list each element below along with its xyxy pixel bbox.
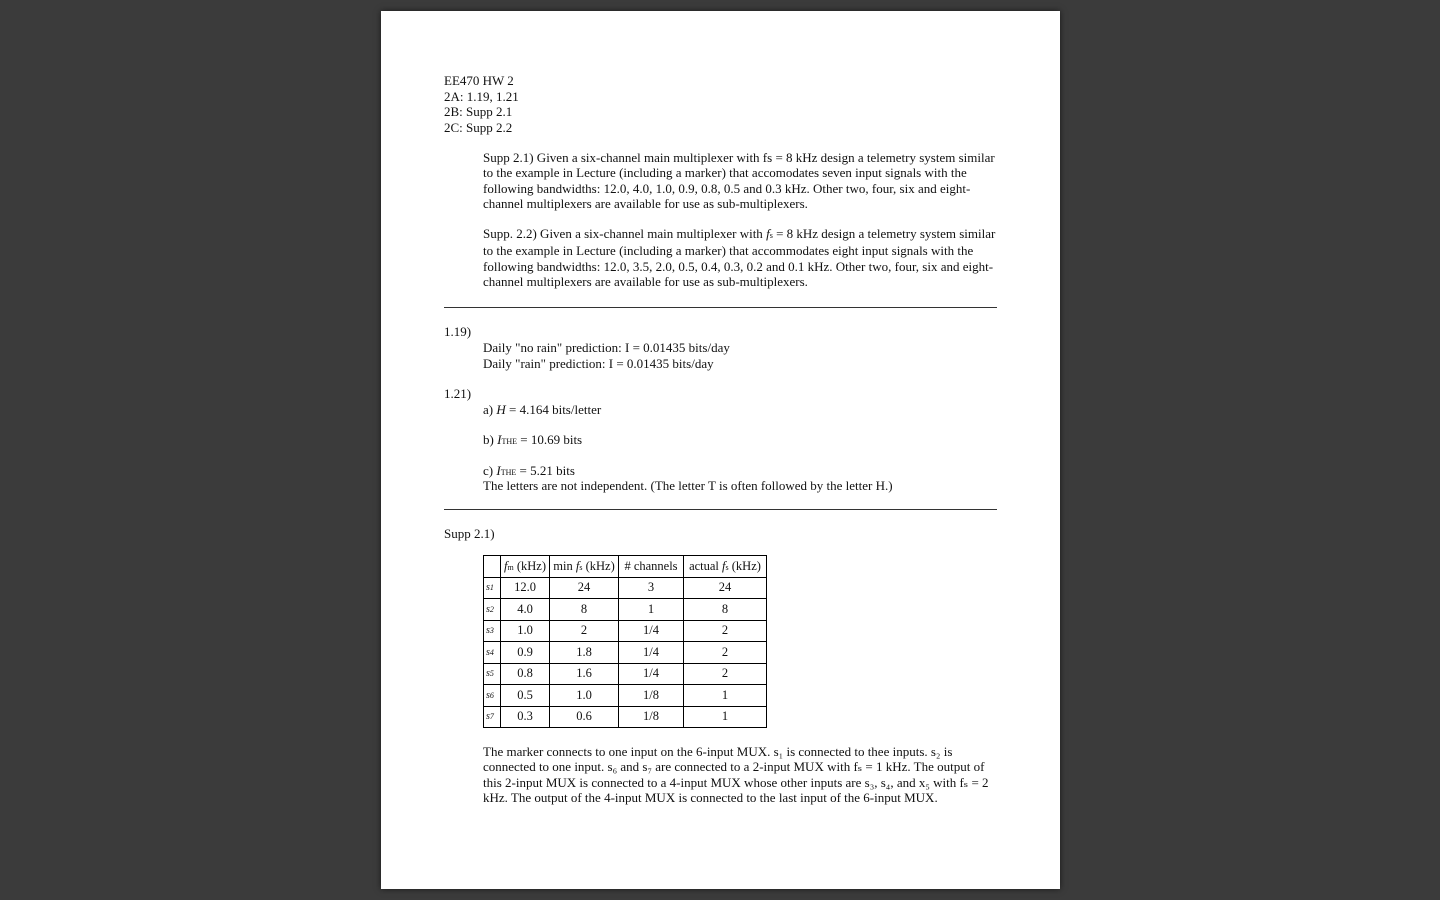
table-header-row: [484, 556, 767, 578]
table-row: [484, 620, 767, 642]
solution-1-19-label: 1.19): [444, 324, 472, 339]
cell-actual-fs: 2: [684, 642, 767, 664]
header-line: 2A: 1.19, 1.21: [444, 88, 519, 104]
cell-actual-fs: 24: [684, 577, 767, 599]
cell-fm: 0.9: [501, 642, 550, 664]
column-header-fm: fm (kHz): [501, 556, 550, 578]
cell-channels: 1/8: [619, 685, 684, 707]
cell-channels: 3: [619, 577, 684, 599]
cell-min-fs: 1.6: [550, 663, 619, 685]
cell-channels: 1/4: [619, 620, 684, 642]
table-row: [484, 599, 767, 621]
table-corner-cell: [484, 556, 501, 578]
document-page: [381, 11, 1060, 889]
solution-1-21-c: c) ITHE = 5.21 bits: [483, 463, 575, 478]
table-row: [484, 663, 767, 685]
cell-fm: 0.5: [501, 685, 550, 707]
solution-supp-2-1-label: Supp 2.1): [444, 526, 495, 541]
column-header-actual-fs: actual fs (kHz): [684, 556, 767, 578]
row-label: s5: [484, 663, 501, 685]
bandwidth-table: [483, 555, 767, 728]
cell-channels: 1/4: [619, 663, 684, 685]
header-line: 2B: Supp 2.1: [444, 104, 513, 119]
header-line: 2C: Supp 2.2: [444, 119, 513, 135]
supp-2-1-explanation: The marker connects to one input on the 6-input MUX. s₁ is connected to thee inputs. s₂ is connected to one input. s₆ and s₇ are connected to a 2-input MUX with fₛ = 1 kHz. The output of this 2-input MUX is connected to a 4-input MUX whose other inputs are s₃, s₄, and x₅ with fₛ = 2 kHz. The output of the 4-input MUX is connected to the last input of the 6-input MUX.: [483, 744, 989, 805]
solution-1-21-label: 1.21): [444, 386, 472, 401]
cell-channels: 1/8: [619, 706, 684, 728]
section-divider: [444, 307, 997, 308]
solution-1-21-note: The letters are not independent. (The letter T is often followed by the letter H.): [483, 478, 893, 493]
header-line: EE470 HW 2: [444, 73, 514, 88]
cell-fm: 0.8: [501, 663, 550, 685]
cell-fm: 0.3: [501, 706, 550, 728]
table-row: [484, 642, 767, 664]
cell-channels: 1/4: [619, 642, 684, 664]
row-label: s4: [484, 642, 501, 664]
problem-supp-2-1: Supp 2.1) Given a six-channel main multiplexer with fs = 8 kHz design a telemetry system similar to the example in Lecture (including a marker) that accomodates seven input signals with the following bandwidths: 12.0, 4.0, 1.0, 0.9, 0.8, 0.5 and 0.3 kHz. Other two, four, six and eight-channel multiplexers are available for use as sub-multiplexers.: [483, 150, 995, 211]
cell-min-fs: 1.0: [550, 685, 619, 707]
row-label: s3: [484, 620, 501, 642]
problem-supp-2-2: Supp. 2.2) Given a six-channel main multiplexer with fs = 8 kHz design a telemetry system similar to the example in Lecture (including a marker) that accommodates eight input signals with the following bandwidths: 12.0, 3.5, 2.0, 0.5, 0.4, 0.3, 0.2 and 0.1 kHz. Other two, four, six and eight-channel multiplexers are available for use as sub-multiplexers.: [483, 226, 996, 289]
cell-min-fs: 24: [550, 577, 619, 599]
table-row: [484, 577, 767, 599]
column-header-channels: # channels: [619, 556, 684, 578]
cell-channels: 1: [619, 599, 684, 621]
cell-min-fs: 1.8: [550, 642, 619, 664]
row-label: s2: [484, 599, 501, 621]
cell-min-fs: 8: [550, 599, 619, 621]
cell-min-fs: 0.6: [550, 706, 619, 728]
cell-actual-fs: 2: [684, 620, 767, 642]
table-row: [484, 685, 767, 707]
homework-header: [444, 73, 519, 135]
row-label: s7: [484, 706, 501, 728]
cell-actual-fs: 1: [684, 685, 767, 707]
solution-1-19-line: Daily "rain" prediction: I = 0.01435 bits/day: [483, 356, 714, 371]
column-header-min-fs: min fs (kHz): [550, 556, 619, 578]
cell-min-fs: 2: [550, 620, 619, 642]
cell-fm: 12.0: [501, 577, 550, 599]
cell-actual-fs: 2: [684, 663, 767, 685]
section-divider: [444, 509, 997, 510]
cell-fm: 4.0: [501, 599, 550, 621]
row-label: s6: [484, 685, 501, 707]
cell-actual-fs: 8: [684, 599, 767, 621]
solution-1-19-line: Daily "no rain" prediction: I = 0.01435 bits/day: [483, 340, 730, 355]
row-label: s1: [484, 577, 501, 599]
cell-fm: 1.0: [501, 620, 550, 642]
cell-actual-fs: 1: [684, 706, 767, 728]
solution-1-21-b: b) ITHE = 10.69 bits: [483, 432, 583, 447]
solution-1-21-a: a) H = 4.164 bits/letter: [483, 402, 602, 417]
table-row: [484, 706, 767, 728]
